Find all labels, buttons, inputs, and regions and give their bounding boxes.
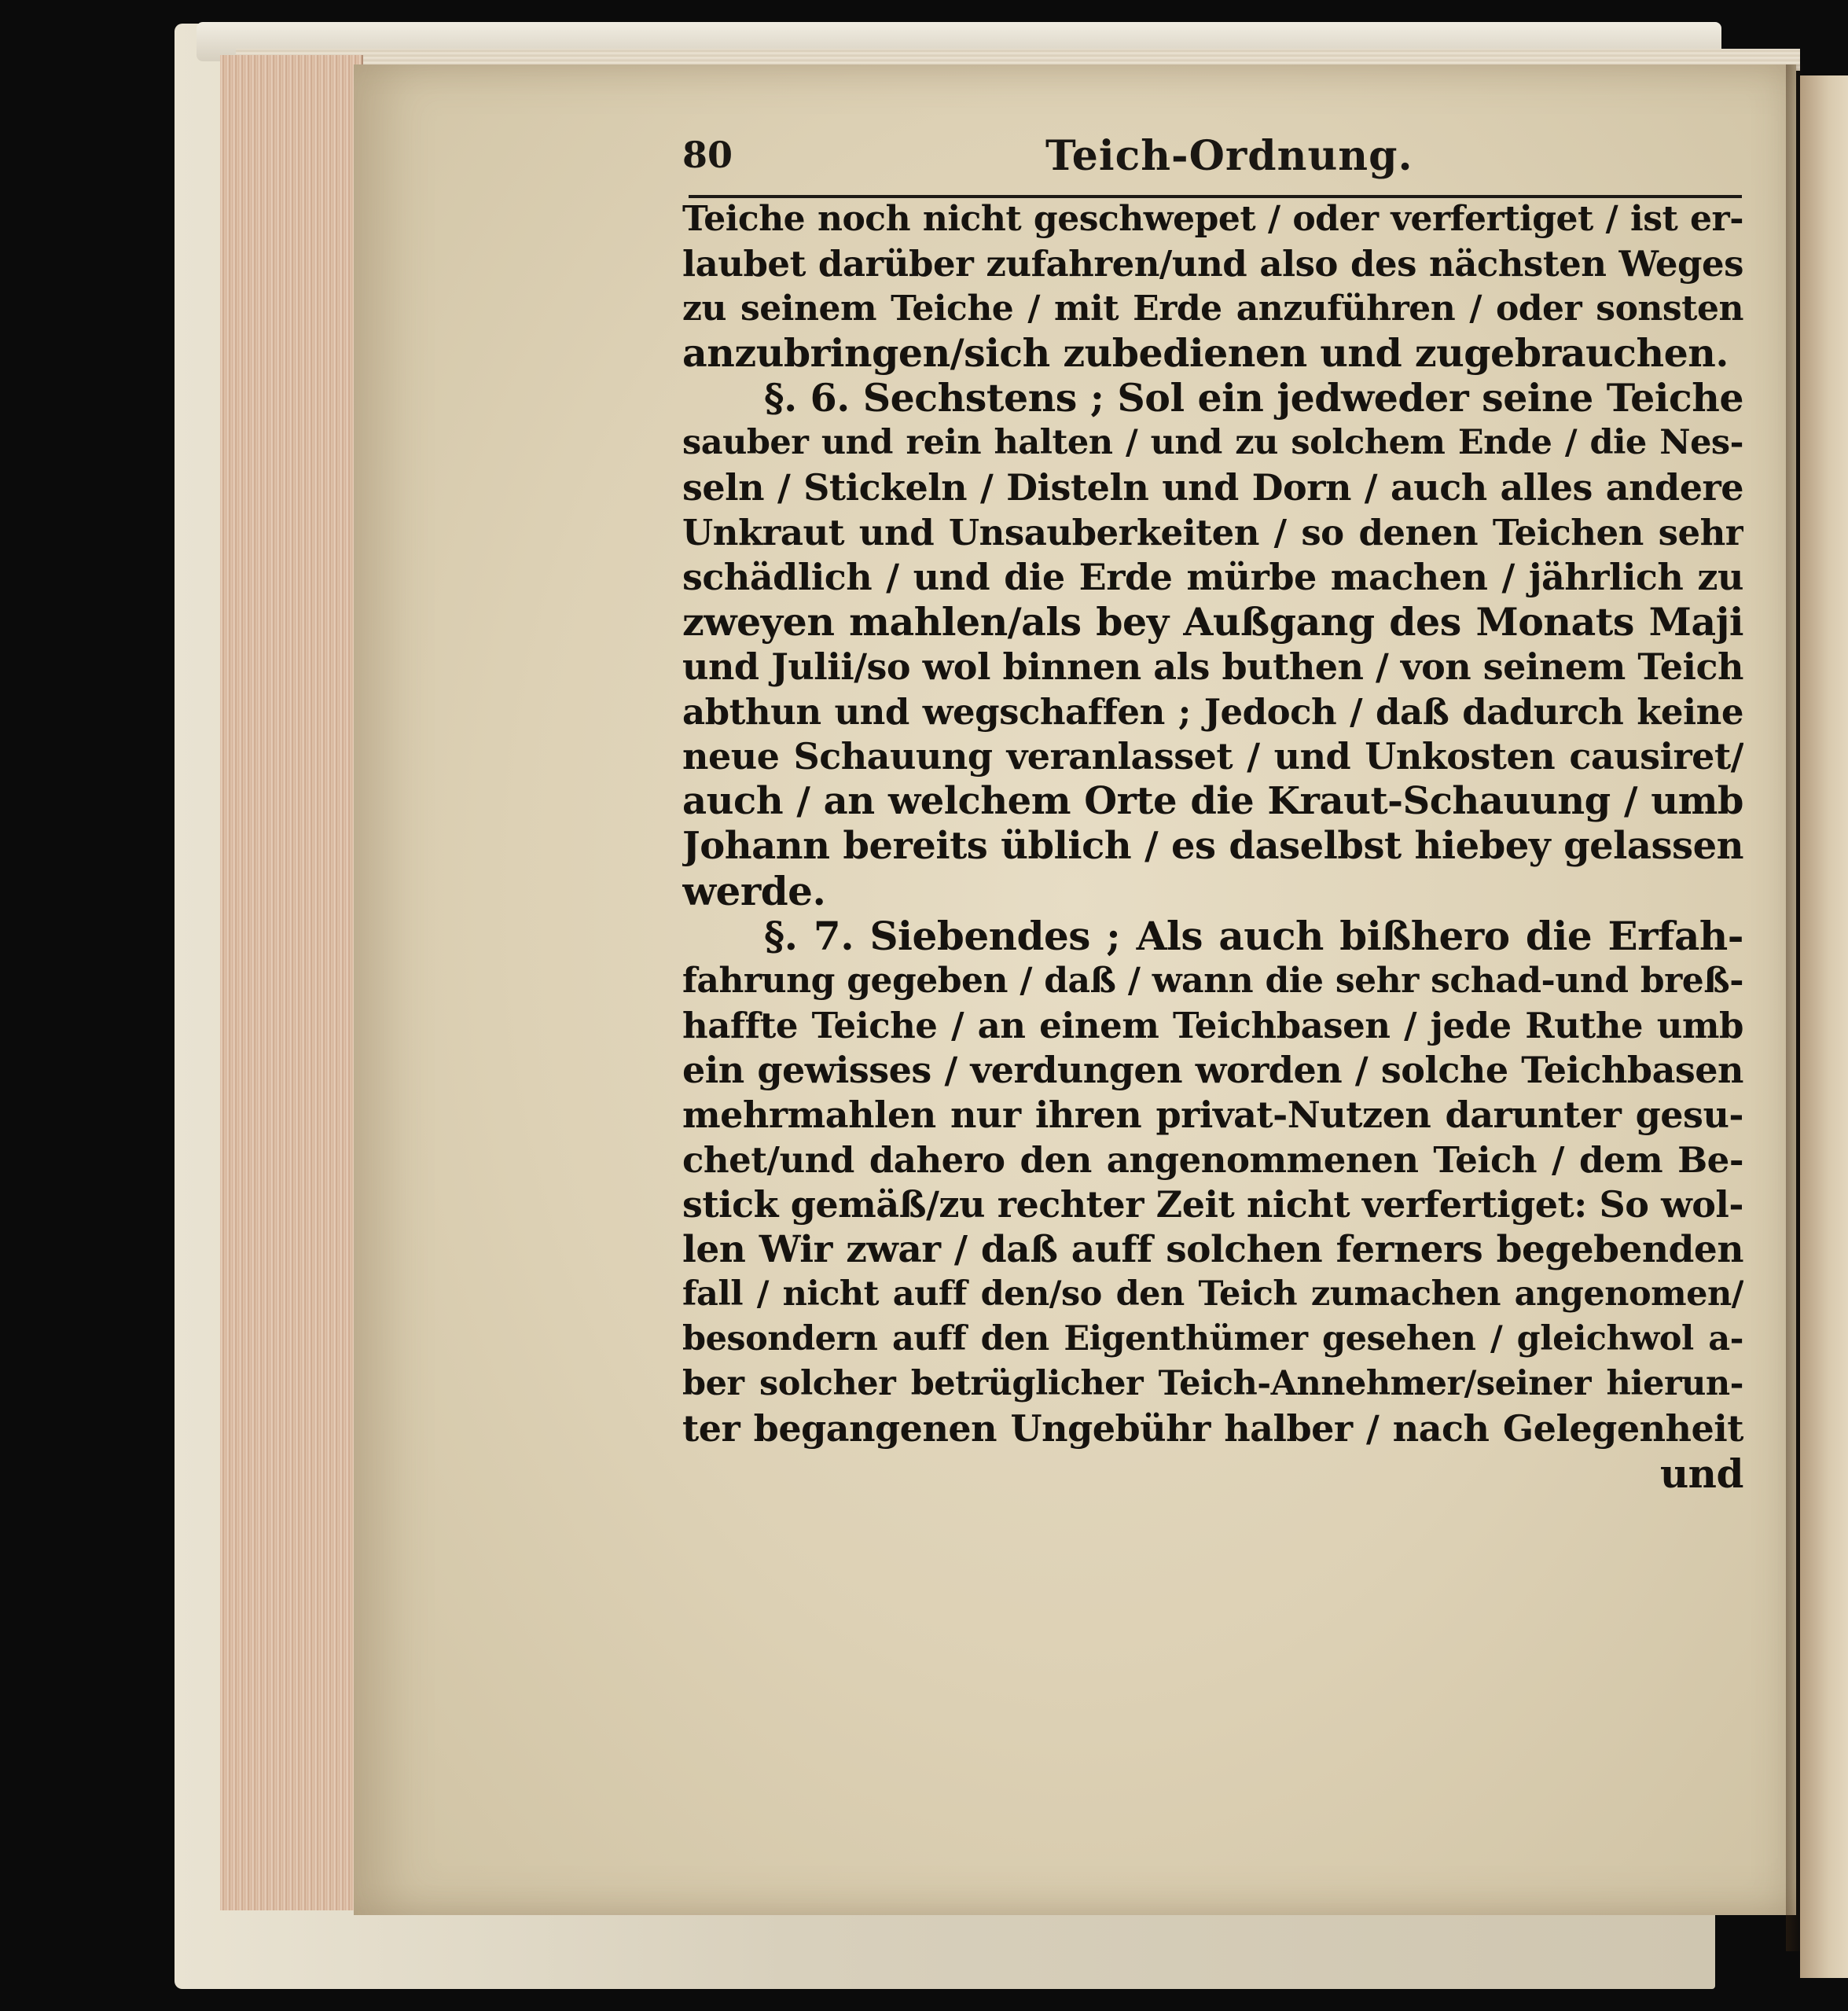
text-line: besondern auff den Eigenthümer gesehen / gleichwol a- (682, 1319, 1743, 1358)
text-line: zweyen mahlen/als bey Außgang des Monats Maji (682, 600, 1743, 645)
text-line: len Wir zwar / daß auff solchen ferners begebenden (682, 1228, 1743, 1271)
text-line: Johann bereits üblich / es daselbst hiebey gelassen (682, 824, 1743, 868)
body-text (682, 197, 1743, 1496)
text-line: ter begangenen Ungebühr halber / nach Gelegenheit (682, 1407, 1743, 1450)
text-line: haffte Teiche / an einem Teichbasen / jede Ruthe umb (682, 1005, 1743, 1046)
text-line: ber solcher betrüglicher Teich-Annehmer/seiner hierun- (682, 1364, 1743, 1403)
text-line: laubet darüber zufahren/und also des nächsten Weges (682, 243, 1743, 285)
facing-page-sliver (1800, 75, 1848, 1978)
section-7-heading-line: §. 7. Siebendes ; Als auch bißhero die Erfah- (764, 914, 1743, 958)
text-line: neue Schauung veranlasset / und Unkosten causiret/ (682, 735, 1743, 778)
text-line: chet/und dahero den angenommenen Teich / dem Be- (682, 1139, 1743, 1181)
running-title: Teich-Ordnung. (1045, 132, 1413, 180)
text-line: sauber und rein halten / und zu solchem Ende / die Nes- (682, 423, 1743, 462)
text-line: werde. (682, 869, 826, 914)
text-line: mehrmahlen nur ihren privat-Nutzen darunter gesu- (682, 1094, 1743, 1136)
running-head (682, 132, 1736, 187)
text-line: stick gemäß/zu rechter Zeit nicht verfertiget: So wol- (682, 1183, 1743, 1226)
text-line: fahrung gegeben / daß / wann die sehr schad-und breß- (682, 961, 1743, 1001)
text-line: abthun und wegschaffen ; Jedoch / daß dadurch keine (682, 691, 1743, 733)
text-line: fall / nicht auff den/so den Teich zumachen angenomen/ (682, 1274, 1743, 1314)
text-line: und Julii/so wol binnen als buthen / von seinem Teich (682, 645, 1743, 688)
text-line: schädlich / und die Erde mürbe machen / jährlich zu (682, 556, 1743, 598)
text-line: ein gewisses / verdungen worden / solche Teichbasen (682, 1049, 1743, 1091)
page-edges-stack (220, 55, 363, 1910)
section-6-heading-line: §. 6. Sechstens ; Sol ein jedweder seine Teiche (764, 376, 1743, 421)
text-line: anzubringen/sich zubedienen und zugebrauchen. (682, 331, 1729, 376)
text-line: seln / Stickeln / Disteln und Dorn / auch alles andere (682, 466, 1743, 509)
catchword: und (1659, 1451, 1743, 1496)
text-line: Unkraut und Unsauberkeiten / so denen Teichen sehr (682, 512, 1743, 553)
text-line: zu seinem Teiche / mit Erde anzuführen / oder sonsten (682, 289, 1743, 329)
text-line: Teiche noch nicht geschwepet / oder verfertiget / ist er- (682, 199, 1743, 239)
page-number: 80 (682, 134, 733, 176)
text-line: auch / an welchem Orte die Kraut-Schauung / umb (682, 779, 1743, 823)
